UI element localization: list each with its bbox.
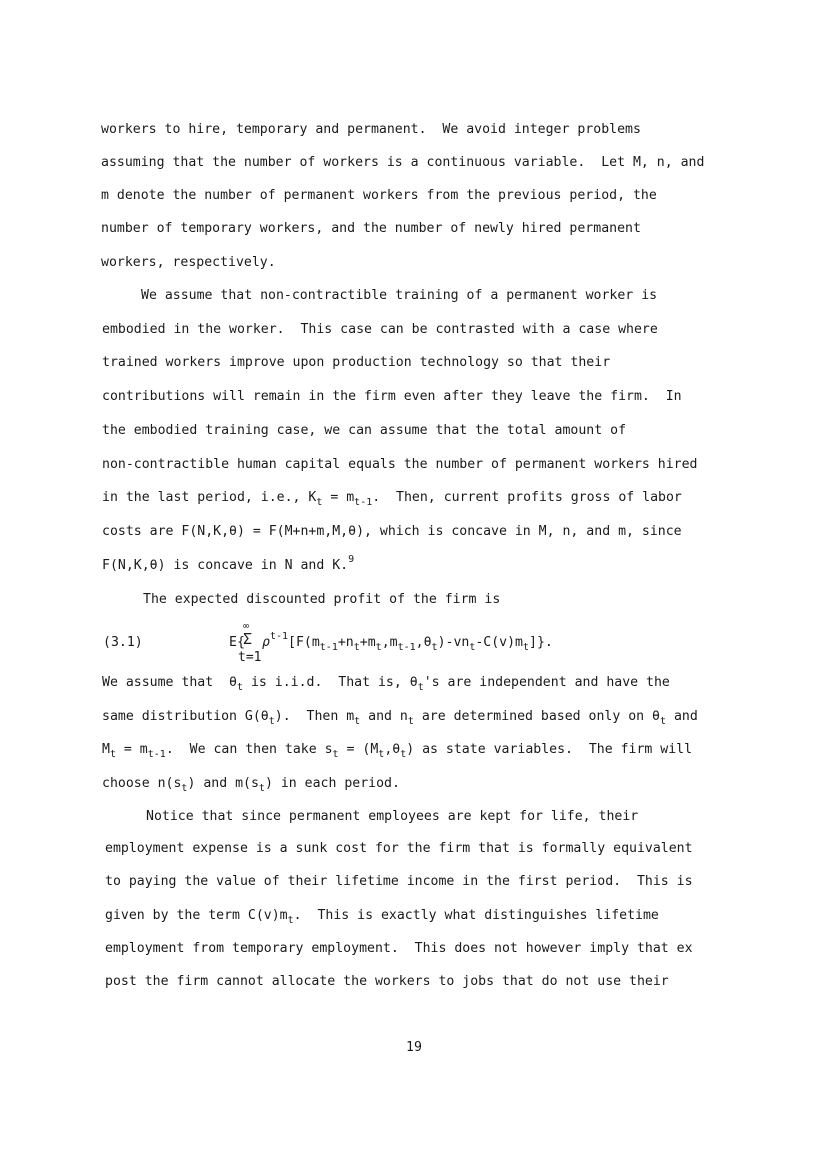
equation-body: $\rho^{t-1}[F(m_{t-1}+n_t+m_t,m_{t-1},\theta_t)-vn_t-C(v)m_t]$}. <box>262 631 553 653</box>
text-line: employment expense is a sunk cost for the firm that is formally equivalent <box>105 841 693 856</box>
sum-lower-limit: t=1 <box>238 650 262 665</box>
text-line: number of temporary workers, and the number of newly hired permanent <box>101 221 641 236</box>
expectation-open: E{ <box>229 635 245 650</box>
text-line: trained workers improve upon production technology so that their <box>102 355 611 370</box>
text-line: F(N,K,θ) is concave in N and K.$^9$ <box>102 554 355 573</box>
sum-symbol: Σ <box>243 630 253 648</box>
text-line: employment from temporary employment. This does not however imply that ex <box>105 941 693 956</box>
text-line: We assume that non-contractible training of a permanent worker is <box>141 288 658 303</box>
text-line: We assume that $\theta_t$ is i.i.d. That is, $\theta_t's$ are independent and have the <box>102 675 670 693</box>
text-line: embodied in the worker. This case can be contrasted with a case where <box>102 322 658 337</box>
text-line: workers, respectively. <box>101 255 276 270</box>
text-line: non-contractible human capital equals the number of permanent workers hired <box>102 457 698 472</box>
text-line: The expected discounted profit of the firm is <box>143 592 501 607</box>
text-line: costs are F(N,K,θ) = F(M+n+m,M,θ), which is concave in M, n, and m, since <box>102 524 682 539</box>
text-line: contributions will remain in the firm even after they leave the firm. In <box>102 389 682 404</box>
sum-upper-limit: ∞ <box>243 621 250 632</box>
text-line: given by the term $C(v)m_t$. This is exactly what distinguishes lifetime <box>105 908 659 926</box>
text-line: same distribution $G(\theta_t)$. Then $m_t$ and $n_t$ are determined based only on $\theta_t$ and <box>102 709 698 727</box>
text-line: workers to hire, temporary and permanent. We avoid integer problems <box>101 122 641 137</box>
equation-number: (3.1) <box>103 635 143 650</box>
text-line: the embodied training case, we can assume that the total amount of <box>102 423 627 438</box>
text-line: in the last period, i.e., $K_t = m_{t-1}$. Then, current profits gross of labor <box>102 490 682 508</box>
text-line: Notice that since permanent employees are kept for life, their <box>146 809 639 824</box>
text-line: post the firm cannot allocate the workers to jobs that do not use their <box>105 974 669 989</box>
text-line: choose $n(s_t)$ and $m(s_t)$ in each period. <box>102 776 400 794</box>
footnote-marker: 9 <box>348 554 355 565</box>
text-line: $M_t = m_{t-1}$. We can then take $s_t = (M_t,\theta_t)$ as state variables. The firm will <box>102 742 693 760</box>
text-line: assuming that the number of workers is a continuous variable. Let M, n, and <box>101 155 705 170</box>
text-line: m denote the number of permanent workers from the previous period, the <box>101 188 657 203</box>
text-line: to paying the value of their lifetime income in the first period. This is <box>105 874 693 889</box>
page-number: 19 <box>406 1040 422 1055</box>
